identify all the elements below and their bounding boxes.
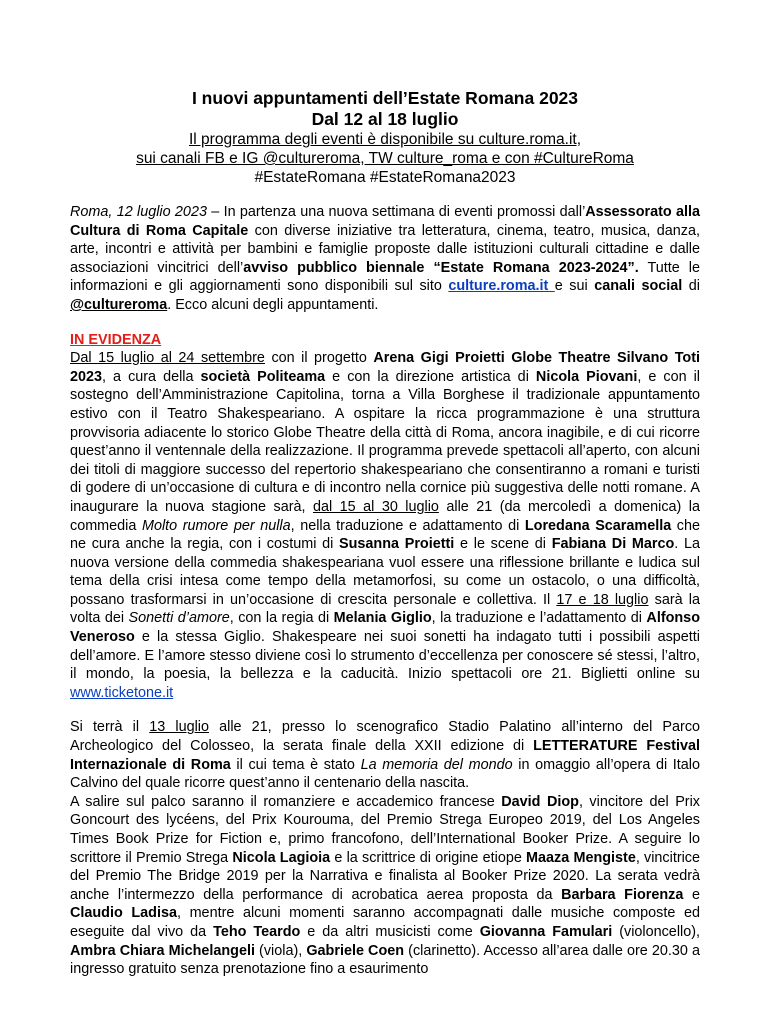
ticketone-link[interactable]: www.ticketone.it (70, 684, 174, 701)
guests-paragraph: A salire sul palco saranno il romanziere e accademico francese David Diop, vincitore del Prix Goncourt des lycéens, del Prix Kourouma, del Premio Strega Europeo 2019, del Los Angeles Times Book Prize for Fiction e, primo francofono, dell’International Booker Prize. A seguire lo scrittore il Premio Strega Nicola Lagioia e la scrittrice di origine etiope Maaza Mengiste, vincitrice del Premio The Bridge 2019 per la Narrativa e finalista al Booker Prize 2020. La serata vedrà anche l’intermezzo della performance di acrobatica aerea proposta da Barbara Fiorenza e Claudio Ladisa, mentre alcuni momenti saranno accompagnati dalle musiche composte ed eseguite dal vivo da Teho Teardo e da altri musicisti come Giovanna Famulari (violoncello), Ambra Chiara Michelangeli (viola), Gabriele Coen (clarinetto). Accesso all’area dalle ore 20.30 a ingresso gratuito senza prenotazione fino a esaurimento (70, 793, 701, 978)
hashtags-line: #EstateRomana #EstateRomana2023 (254, 169, 516, 186)
headline: I nuovi appuntamenti dell’Estate Romana 2023 (191, 88, 579, 108)
date-range-heading: Dal 12 al 18 luglio (311, 109, 459, 129)
section-title: IN EVIDENZA (70, 331, 162, 348)
subheading-line-2: sui canali FB e IG @cultureroma, TW culture_roma e con #CultureRoma (136, 150, 634, 167)
culture-roma-link[interactable]: culture.roma.it (448, 278, 555, 295)
globe-theatre-paragraph: Dal 15 luglio al 24 settembre con il progetto Arena Gigi Proietti Globe Theatre Silvano Toti 2023, a cura della società Politeama e con la direzione artistica di Nicola Piovani, e con il sostegno dell’Amministrazione Capitolina, torna a Villa Borghese il tradizionale appuntamento estivo con il Teatro Shakespeariano. A ospitare la ricca programmazione è una struttura provvisoria adiacente lo storico Globe Theatre della città di Roma, ancora inagibile, e di cui ricorre quest’anno il ventennale della realizzazione. Il programma prevede spettacoli all’aperto, con alcuni dei titoli di maggiore successo del repertorio shakespeariano che consentiranno a romani e turisti di godere di un’occasione di cultura e di incontro nella cornice più suggestiva delle notti romane. A inaugurare la nuova stagione sarà, dal 15 al 30 luglio alle 21 (da mercoledì a domenica) la commedia Molto rumore per nulla, nella traduzione e adattamento di Loredana Scaramella che ne cura anche la regia, con i costumi di Susanna Proietti e le scene di Fabiana Di Marco. La nuova versione della commedia shakespeariana vuol essere una riflessione brillante e ludica sul tema della crisi intesa come tempo della metamorfosi, su come un ostacolo, o una difficoltà, possano trasformarsi in un’occasione di crescita personale e collettiva. Il 17 e 18 luglio sarà la volta dei Sonetti d’amore, con la regia di Melania Giglio, la traduzione e l’adattamento di Alfonso Veneroso e la stessa Giglio. Shakespeare nei suoi sonetti ha indagato tutti i possibili aspetti dell’amore. E l’amore stesso diviene così lo strumento d’eccellenza per conoscere sé stessi, l’altro, il mondo, la poesia, la bellezza e la caducità. Inizio spettacoli ore 21. Biglietti online su www.ticketone.it (70, 350, 701, 701)
intro-paragraph: Roma, 12 luglio 2023 – In partenza una nuova settimana di eventi promossi dall’Assessorato alla Cultura di Roma Capitale con diverse iniziative tra letteratura, cinema, teatro, musica, danza, arte, incontri e attività per bambini e famiglie proposte dalle istituzioni culturali cittadine e dalle associazioni vincitrici dell’avviso pubblico biennale “Estate Romana 2023-2024”. Tutte le informazioni e gli aggiornamenti sono disponibili sul sito culture.roma.it e sui canali social di @cultureroma. Ecco alcuni degli appuntamenti. (70, 204, 700, 313)
place-date: Roma, 12 luglio 2023 (70, 204, 207, 220)
subheading-line-1: Il programma degli eventi è disponibile su culture.roma.it, (189, 131, 581, 148)
letterature-paragraph: Si terrà il 13 luglio alle 21, presso lo scenografico Stadio Palatino all’interno del Parco Archeologico del Colosseo, la serata finale della XXII edizione di LETTERATURE Festival Internazionale di Roma il cui tema è stato La memoria del mondo in omaggio all’opera di Italo Calvino del quale ricorre quest’anno il centenario della nascita. (70, 719, 701, 792)
cultureroma-handle: @cultureroma (70, 296, 168, 313)
document-page (70, 88, 700, 979)
